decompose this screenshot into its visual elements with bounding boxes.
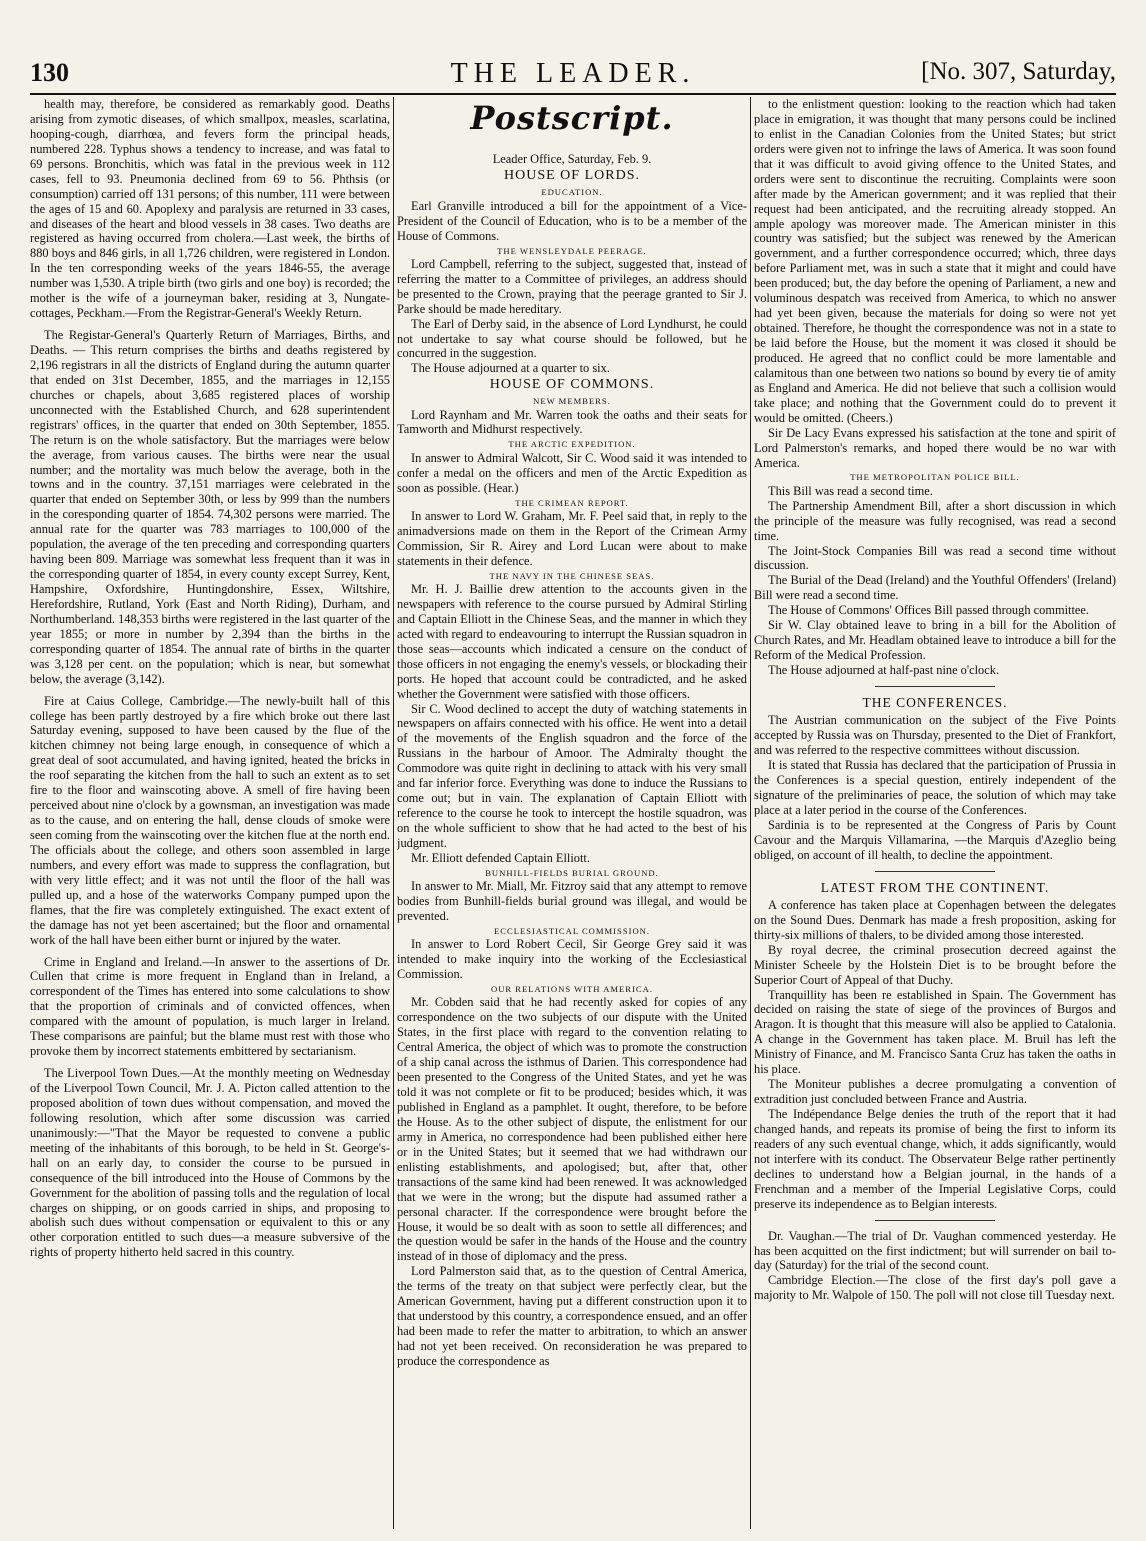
- column-divider: [393, 97, 394, 1529]
- section-subheading: EDUCATION.: [541, 187, 603, 198]
- closing-paragraphs: [754, 1229, 1116, 1304]
- article-paragraph: The Registar-General's Quarterly Return of Marriages, Births, and Deaths. — This return comprises the births and deaths registered by 2,196 registrars in all the districts of England during the autumn quarter that ended on 31st December, 1855, and the marriages in 12,155 churches or chapels, about 3,685 registered places of worship unconnected with the Established Church, and 628 superintendent registrars' offices, in the quarter that ended on 30th September, 1855. The return is on the whole satisfactory. But the marriages were below the average, from various causes. The births were near the usual number; and the mortality was much below the average, both in the towns and in the country. 37,151 marriages were celebrated in the quarter that ended on September 30th, or less by 999 than the numbers in the coresponding quarter of 1854. 74,302 persons were married. The annual rate for the quarter was 783 marriages to 100,000 of the population, the average of the ten preceding and corresponding quarters having been 809. Marriage was somewhat less frequent than it was in the corresponding quarter of 1854, in every county except Surrey, Kent, Hampshire, Oxfordshire, Huntingdonshire, Essex, Wiltshire, Herefordshire, Rutland, York (East and North Riding), Durham, and Northumberland. 148,353 births were registered in the last quarter of the year 1855; or more in number by 2,394 than the births in the corresponding quarter of 1854. The annual rate of births in the quarter was 3,128 per cent. on the population; which is near, but somewhat below, the average (3,142).: [30, 328, 390, 686]
- article-paragraph: In answer to Admiral Walcott, Sir C. Wood said it was intended to confer a medal on the officers and men of the Arctic Expedition as soon as possible. (Hear.): [397, 450, 747, 495]
- conferences-heading: THE CONFERENCES.: [862, 694, 1008, 710]
- postscript-masthead: Postscript.: [470, 99, 674, 137]
- section-subheading: THE WENSLEYDALE PEERAGE.: [497, 245, 647, 256]
- article-paragraph: It is stated that Russia has declared that the participation of Prussia in the Conferences is a special question, entirely independent of the signature of the preliminaries of peace, the solution of which may take place at a later period in the course of the Conferences.: [754, 758, 1116, 817]
- conferences-section: [754, 713, 1116, 862]
- section-rule: [875, 871, 995, 872]
- column-2: [397, 97, 747, 1529]
- article-paragraph: In answer to Mr. Miall, Mr. Fitzroy said that any attempt to remove bodies from Bunhill-fields burial ground was illegal, and would be prevented.: [397, 879, 747, 924]
- article-paragraph: The Liverpool Town Dues.—At the monthly meeting on Wednesday of the Liverpool Town Council, Mr. J. A. Picton called attention to the proposed abolition of town dues without compensation, and moved the following resolution, which after some discussion was carried unanimously:—"That the Mayor be requested to convene a public meeting of the inhabitants of this borough, to be held in St. George's-hall on an early day, to consider the course to be pursued in consequence of the bill introduced into the House of Commons by the Government for the abolition of passing tolls and the regulation of local charges on shipping, or on goods carried in ships, and proposing to abolish such dues without compensation or equivalent to this or any other corporation entitled to such dues—a measure subversive of the rights of property hitherto held sacred in this country.: [30, 1066, 390, 1260]
- column-1: [30, 97, 390, 1529]
- page-number: 130: [30, 58, 69, 87]
- commons-heading: HOUSE OF COMMONS.: [489, 377, 655, 393]
- article-paragraph: The Burial of the Dead (Ireland) and the Youthful Offenders' (Ireland) Bill were read a second time.: [754, 573, 1116, 603]
- article-paragraph: The House of Commons' Offices Bill passed through committee.: [768, 603, 1090, 618]
- article-paragraph: Lord Palmerston said that, as to the question of Central America, the terms of the treaty on that subject were perfectly clear, but the American Government, having put a different construction upon it to that understood by this country, a correspondence ensued, and an offer had been made to refer the matter to arbitration, to which an answer had not yet been received. On reconsideration he was prepared to produce the correspondence as: [397, 1264, 747, 1368]
- enlistment-continued: [754, 97, 1116, 470]
- article-paragraph: The Austrian communication on the subject of the Five Points accepted by Russia was on Thursday, presented to the Diet of Frankfort, and was referred to the respective committees without discussion.: [754, 713, 1116, 758]
- section-subheading: THE NAVY IN THE CHINESE SEAS.: [489, 570, 655, 581]
- section-subheading: NEW MEMBERS.: [533, 396, 611, 407]
- section-subheading: THE ARCTIC EXPEDITION.: [508, 439, 636, 450]
- article-paragraph: Sir De Lacy Evans expressed his satisfaction at the tone and spirit of Lord Palmerston's remarks, and hoped there would be no war with America.: [754, 425, 1116, 470]
- header-rule: [30, 93, 1116, 95]
- article-paragraph: to the enlistment question: looking to the reaction which had taken place in emigration, it was thought that many persons could be inclined to enlist in the Canadian Colonies from the United States; but strict orders were given not to infringe the laws of America. It was soon found that it was difficult to avoid giving offence to the United States, and orders were sent to discontinue the recruiting. Complaints were soon after made by the American government; and it was replied that their request had been anticipated, and the recruiting already stopped. An ample apology was moreover made. The American minister in this country was satisfied; but the subject was renewed by the American government, and a further correspondence occurred; which, three days before Parliament met, was in such a state that it might and could have been produced; but, the day before the opening of Parliament, a new and voluminous despatch was received from America, to which no answer had yet been given, because the materials for doing so were not yet obtained. Therefore, he thought the correspondence was not in a state to be laid before the House, but the moment it was closed it should be produced. He agreed that no conflict could be more lamentable and calamitous than one between two nations so bound by every tie of amity as England and America. He did not believe that such a collision would take place; and nothing that the Government could do to prevent it would be omitted. (Cheers.): [754, 97, 1116, 425]
- page-header: [30, 58, 1116, 92]
- issue-label: [No. 307, Saturday,: [921, 58, 1116, 85]
- article-paragraph: Earl Granville introduced a bill for the appointment of a Vice-President of the Council of Education, who is to be a member of the House of Commons.: [397, 198, 747, 243]
- article-paragraph: Mr. Cobden said that he had recently asked for copies of any correspondence on the two subjects of our dispute with the United States, in the first place with regard to the convention relating to Central America, the object of which was to promote the construction of a ship canal across the isthmus of Darien. This correspondence had been presented to the Congress of the United States, and yet he was told it was not complete or fit to be produced; besides which, it was published in England as a pamphlet. It ought, therefore, to be before the House. As to the other subject of dispute, the enlistment for our army in America, no correspondence had been published either here or in the United States; but it seemed that we had withdrawn our enlisting establishments, and apologised; but, after that, other transactions of the same kind had been renewed. It was acknowledged that we were in the wrong; but the dispute had assumed rather a personal character. If the correspondence were brought before the House, it would be so dealt with as soon to settle all differences; and the question would be safer in the hands of the House and the country instead of in those of diplomacy and the press.: [397, 995, 747, 1264]
- article-paragraph: The Partnership Amendment Bill, after a short discussion in which the principle of the measure was fully recognised, was read a second time.: [754, 498, 1116, 543]
- article-paragraph: A conference has taken place at Copenhagen between the delegates on the Sound Dues. Denmark has made a fresh proposition, asking for thirty-six millions of thalers, to be divided among those interested.: [754, 897, 1116, 942]
- article-paragraph: In answer to Lord Robert Cecil, Sir George Grey said it was intended to make inquiry into the working of the Ecclesiastical Commission.: [397, 937, 747, 982]
- article-paragraph: Sir W. Clay obtained leave to bring in a bill for the Abolition of Church Rates, and Mr. Headlam obtained leave to introduce a bill for the Reform of the Medical Profession.: [754, 618, 1116, 663]
- column-divider: [750, 97, 751, 1529]
- article-paragraph: Mr. H. J. Baillie drew attention to the accounts given in the newspapers with reference to the course pursued by Admiral Stirling and Captain Elliott in the Chinese Seas, and the manner in which they acted with regard to endeavouring to interrupt the Russian squadron in those seas—accounts which indicated a censure on the conduct of those officers in not engaging the enemy's vessels, or blockading their ports. He hoped that account could be contradicted, and he asked whether the Government were satisfied with those officers.: [397, 582, 747, 701]
- lords-section: [397, 187, 747, 376]
- article-paragraph: The Earl of Derby said, in the absence of Lord Lyndhurst, he could not undertake to say what course should be followed, but he concurred in the suggestion.: [397, 316, 747, 361]
- article-paragraph: health may, therefore, be considered as remarkably good. Deaths arising from zymotic diseases, of which smallpox, measles, scarlatina, hooping-cough, diarrhœa, and fevers form the principal heads, numbered 228. Typhus shows a tendency to increase, and was fatal to 69 persons. Bronchitis, which was fatal in the previous week in 112 cases, fell to 93. Pneumonia declined from 69 to 56. Phthsis (or consumption) carried off 131 persons; of this number, 111 were between the ages of 15 and 60. Apoplexy and paralysis are returned in 33 cases, and diseases of the heart and blood vessels in 38 cases. Two deaths are registered as having occurred from cholera.—Last week, the births of 880 boys and 846 girls, in all 1,726 children, were registered in London. In the ten corresponding weeks of the years 1846-55, the average number was 1,530. A triple birth (two girls and one boy) is recorded; the mother is the wife of a journeyman baker, residing at 3, Nungate-cottages, Peckham.—From the Registrar-General's Weekly Return.: [30, 97, 390, 321]
- article-paragraph: Fire at Caius College, Cambridge.—The newly-built hall of this college has been partly destroyed by a fire which broke out there last Saturday evening, supposed to have been caused by the flue of the kitchen chimney not being large enough, in consequence of which a great deal of soot accumulated, and having ignited, heated the bricks in the roof separating the kitchen from the hall to such an extent as to set fire to the floor and wainscoting above. A smell of fire having been perceived about nine o'clock by a gownsman, an investigation was made as to the cause, and on entering the hall, dense clouds of smoke were seen coming from the wainscoting over the kitchen flue at the north end. The officials about the college, and others soon assembled in large numbers, and every effort was made to suppress the conflagration, but with very little effect; and it was not until the floor of the hall was pulled up, and a hose of the waterworks Company pumped upon the flames, that the fire was completely extinguished. The exact extent of the damage has not yet been ascertained; but the floor and ornamental work of the hall have been either burnt or injured by the water.: [30, 693, 390, 947]
- article-paragraph: Mr. Elliott defended Captain Elliott.: [411, 850, 590, 865]
- article-paragraph: Tranquillity has been re established in Spain. The Government has decided on raising the state of siege of the provinces of Burgos and Aragon. It is thought that this measure will also be applied to Catalonia. A change in the Government has taken place. M. Bruil has left the Ministry of Finance, and M. Francisco Santa Cruz has taken the oaths in his place.: [754, 987, 1116, 1077]
- article-paragraph: In answer to Lord W. Graham, Mr. F. Peel said that, in reply to the animadversions made on them in the Report of the Crimean Army Commission, Sir R. Airey and Lord Lucan were about to make statements in their defence.: [397, 508, 747, 568]
- lords-heading: HOUSE OF LORDS.: [504, 168, 640, 184]
- article-paragraph: Crime in England and Ireland.—In answer to the assertions of Dr. Cullen that crime is more frequent in England than in Ireland, a correspondent of the Times has entered into some calculations to show that the proportion of criminals and of convicted offences, when compared with the amount of population, is much larger in Ireland. These comparisons are painful; but the blame must rest with those who provoke them by incorrect statements embittered by sectarianism.: [30, 954, 390, 1059]
- newspaper-title: THE LEADER.: [450, 58, 696, 89]
- police-bill-subheading: THE METROPOLITAN POLICE BILL.: [850, 472, 1020, 483]
- article-paragraph: By royal decree, the criminal prosecution decreed against the Minister Scheele by the Holstein Diet is to be brought before the Superior Court of Appeal of that Duchy.: [754, 942, 1116, 987]
- article-paragraph: The Indépendance Belge denies the truth of the report that it had changed hands, and repeats its promise of being the first to inform its readers of any such eventual change, which, it adds significantly, would not interfere with its conduct. The Observateur Belge rather pertinently declines to understand how a Belgian journal, in the hands of a Frenchman and a member of the Imperial Legislative Corps, could preserve its independence as to Belgian interests.: [754, 1107, 1116, 1211]
- section-subheading: OUR RELATIONS WITH AMERICA.: [491, 984, 653, 995]
- police-section: [754, 484, 1116, 678]
- section-subheading: ECCLESIASTICAL COMMISSION.: [493, 925, 651, 936]
- article-paragraph: The Joint-Stock Companies Bill was read a second time without discussion.: [754, 543, 1116, 573]
- dateline: Leader Office, Saturday, Feb. 9.: [492, 151, 652, 166]
- article-paragraph: Cambridge Election.—The close of the first day's poll gave a majority to Mr. Walpole of 150. The poll will not close till Tuesday next.: [754, 1273, 1116, 1303]
- section-subheading: THE CRIMEAN REPORT.: [515, 497, 629, 508]
- column-3: [754, 97, 1116, 1529]
- article-paragraph: The House adjourned at a quarter to six.: [411, 361, 610, 376]
- article-paragraph: Lord Campbell, referring to the subject, suggested that, instead of referring the matter to a Committee of privileges, an address should be presented to the Crown, praying that the peerage granted to Sir J. Parke should be made hereditary.: [397, 256, 747, 316]
- section-subheading: BUNHILL-FIELDS BURIAL GROUND.: [485, 867, 659, 878]
- continent-heading: LATEST FROM THE CONTINENT.: [820, 879, 1050, 895]
- continent-section: [754, 898, 1116, 1212]
- section-rule: [875, 1220, 995, 1221]
- article-paragraph: The House adjourned at half-past nine o'clock.: [768, 663, 1000, 678]
- commons-section: [397, 396, 747, 1369]
- article-paragraph: Sardinia is to be represented at the Congress of Paris by Count Cavour and the Marquis Villamarina, —the Marquis d'Azeglio being obliged, on account of ill health, to decline the appointment.: [754, 817, 1116, 862]
- article-paragraph: Lord Raynham and Mr. Warren took the oaths and their seats for Tamworth and Midhurst respectively.: [397, 407, 747, 437]
- article-paragraph: Sir C. Wood declined to accept the duty of watching statements in newspapers on affairs connected with his office. He went into a detail of the movements of the English squadron and the force of the Russians in the harbour of Amoor. The Admiralty thought the Commodore was quite right in declining to attack with his very small and far inferior force. Everything was done to induce the Russians to come out; but in vain. The explanation of Captain Elliott with reference to the course he took to intercept the hostile squadron, was on the whole sufficient to show that he had acted to the best of his judgment.: [397, 701, 747, 850]
- article-paragraph: Dr. Vaughan.—The trial of Dr. Vaughan commenced yesterday. He has been acquitted on the first indictment; but will surrender on bail to-day (Saturday) for the trial of the second count.: [754, 1228, 1116, 1273]
- section-rule: [875, 686, 995, 687]
- article-paragraph: The Moniteur publishes a decree promulgating a convention of extradition just concluded between France and Austria.: [754, 1077, 1116, 1107]
- article-paragraph: This Bill was read a second time.: [768, 483, 933, 498]
